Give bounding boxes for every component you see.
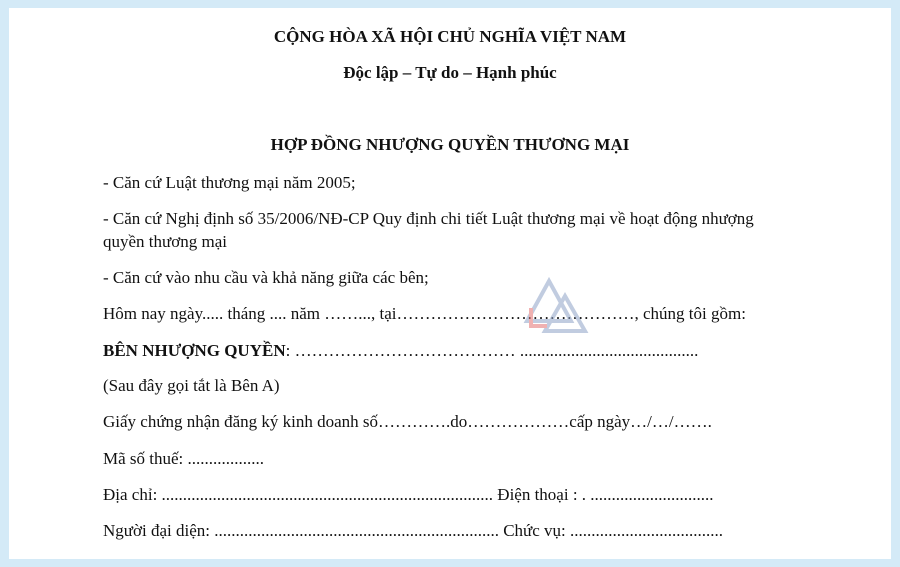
license-line: Giấy chứng nhận đăng ký kinh doanh số………….do………………cấp ngày…/…/……. [103, 412, 712, 431]
tax-line: Mã số thuế: .................. [103, 449, 265, 468]
basis-3: - Căn cứ vào nhu cầu và khả năng giữa các bên; [103, 268, 429, 287]
basis-2-cont: quyền thương mại [103, 232, 227, 251]
party-line [103, 341, 698, 361]
contract-title: HỢP ĐỒNG NHƯỢNG QUYỀN THƯƠNG MẠI [270, 135, 630, 154]
address-line: Địa chỉ: .............................................................................. Điện thoại : . ............................. [103, 485, 714, 504]
document-page [9, 8, 891, 559]
basis-2: - Căn cứ Nghị định số 35/2006/NĐ-CP Quy định chi tiết Luật thương mại về hoạt động nhượng [103, 209, 754, 228]
party-blank: : ………………………………… .......................................... [285, 341, 699, 360]
watermark-logo-icon [521, 276, 601, 346]
today-line: Hôm nay ngày..... tháng .... năm ……..., tại……………………………………, chúng tôi gồm: [103, 304, 746, 323]
party-label: BÊN NHƯỢNG QUYỀN [103, 341, 286, 360]
party-alias: (Sau đây gọi tắt là Bên A) [103, 376, 280, 395]
motto: Độc lập – Tự do – Hạnh phúc [343, 63, 557, 82]
representative-line: Người đại diện: ................................................................... Chức vụ: .................................... [103, 521, 724, 540]
nation-heading: CỘNG HÒA XÃ HỘI CHỦ NGHĨA VIỆT NAM [273, 27, 627, 46]
basis-1: - Căn cứ Luật thương mại năm 2005; [103, 173, 356, 192]
